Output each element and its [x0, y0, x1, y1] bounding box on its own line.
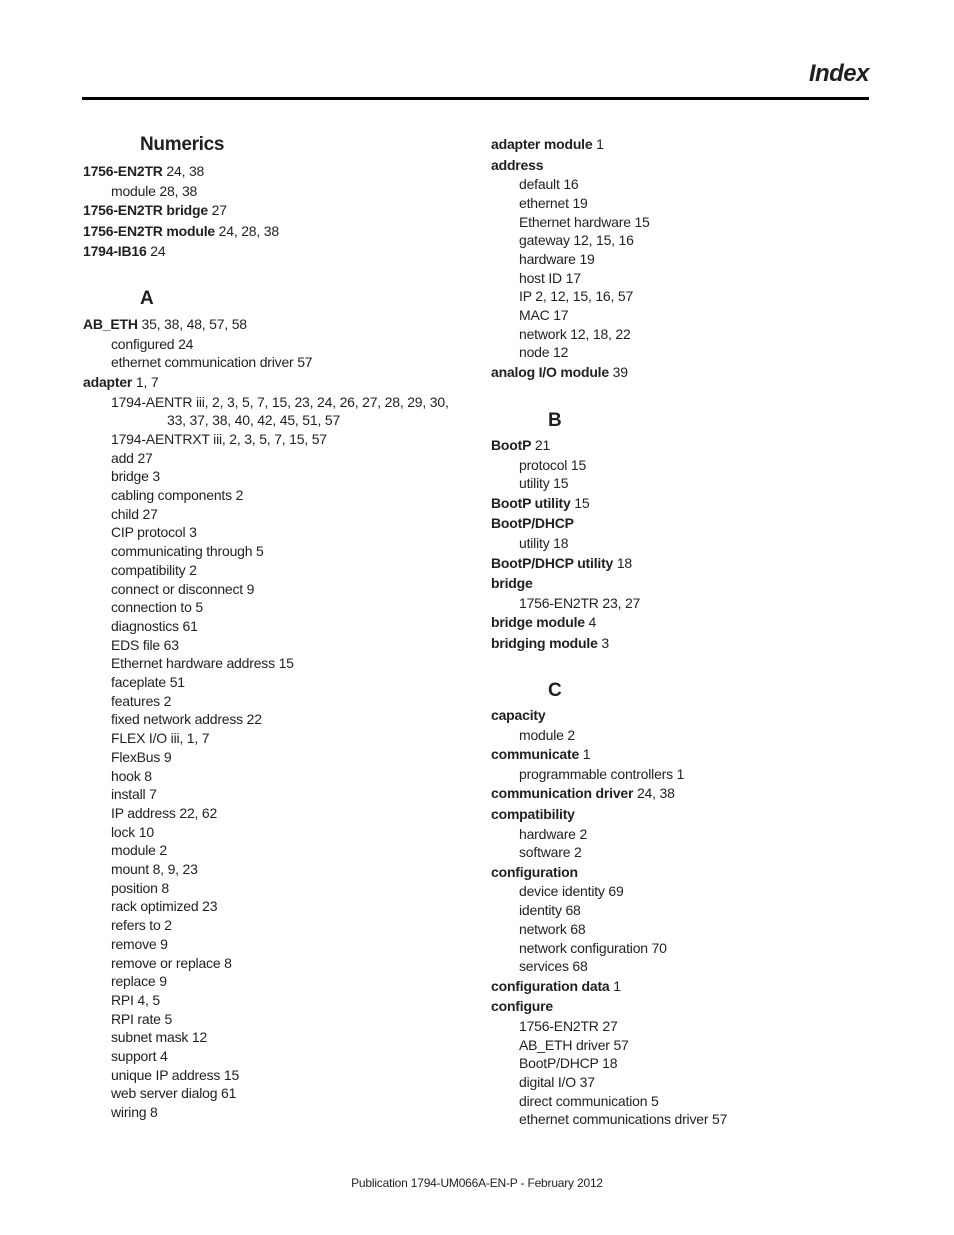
index-subentry: ethernet 19	[519, 194, 588, 211]
index-subentry: software 2	[519, 844, 582, 861]
index-pages: 35, 38, 48, 57, 58	[137, 316, 247, 332]
index-term: bridge	[491, 575, 533, 592]
index-subentry: subnet mask 12	[111, 1029, 208, 1046]
index-subentry-continuation: 33, 37, 38, 40, 42, 45, 51, 57	[167, 412, 341, 429]
index-term: communication driver	[491, 785, 634, 802]
index-term: bridge module	[491, 614, 585, 631]
index-subentry: FlexBus 9	[111, 748, 172, 765]
index-term: BootP	[491, 437, 532, 453]
index-subentry: FLEX I/O iii, 1, 7	[111, 730, 210, 747]
index-entry	[83, 315, 247, 333]
index-entry	[491, 706, 545, 724]
index-subentry: position 8	[111, 879, 169, 896]
index-subentry: Ethernet hardware address 15	[111, 655, 294, 672]
index-term: adapter module	[491, 136, 593, 152]
index-pages: 24	[146, 243, 166, 260]
index-subentry: CIP protocol 3	[111, 524, 197, 541]
index-subentry: lock 10	[111, 823, 154, 840]
index-term: configuration data	[491, 977, 610, 994]
index-entry	[491, 574, 533, 592]
section-heading-a: A	[140, 288, 154, 309]
section-heading-b: B	[548, 410, 562, 431]
index-entry	[83, 162, 204, 180]
index-term: BootP/DHCP	[491, 515, 574, 532]
index-term: AB_ETH	[83, 316, 138, 332]
index-subentry: services 68	[519, 958, 588, 975]
index-entry	[491, 135, 604, 153]
index-subentry: wiring 8	[111, 1104, 158, 1121]
index-subentry: rack optimized 23	[111, 898, 218, 915]
index-term: 1756-EN2TR module	[83, 222, 215, 239]
index-subentry: protocol 15	[519, 456, 587, 473]
index-subentry: AB_ETH driver 57	[519, 1036, 629, 1053]
index-entry	[491, 745, 590, 763]
index-pages: 27	[207, 202, 227, 219]
index-subentry: connection to 5	[111, 599, 203, 616]
index-entry	[491, 997, 553, 1015]
index-subentry: 1756-EN2TR 23, 27	[519, 594, 641, 611]
page-title: Index	[808, 60, 869, 87]
index-term: configuration	[491, 863, 578, 880]
index-entry	[491, 784, 675, 802]
index-entry	[491, 156, 543, 174]
index-subentry: BootP/DHCP 18	[519, 1055, 618, 1072]
index-pages: 39	[608, 364, 628, 380]
index-term: 1794-IB16	[83, 243, 147, 260]
index-pages: 1, 7	[132, 373, 159, 390]
index-pages: 1	[592, 136, 604, 152]
index-subentry: refers to 2	[111, 917, 172, 934]
index-subentry: direct communication 5	[519, 1092, 659, 1109]
index-term: adapter	[83, 373, 133, 390]
index-subentry: features 2	[111, 692, 172, 709]
index-subentry: fixed network address 22	[111, 711, 262, 728]
index-term: BootP/DHCP utility	[491, 554, 614, 571]
index-subentry: diagnostics 61	[111, 617, 198, 634]
index-subentry: support 4	[111, 1048, 168, 1064]
index-subentry: module 2	[111, 842, 167, 859]
index-subentry: module 2	[519, 726, 575, 743]
index-subentry: web server dialog 61	[111, 1085, 237, 1102]
index-entry	[491, 863, 578, 881]
index-entry	[83, 373, 158, 391]
index-subentry: ethernet communications driver 57	[519, 1111, 728, 1128]
index-subentry: device identity 69	[519, 883, 624, 900]
section-heading-c: C	[548, 680, 562, 701]
index-entry	[491, 977, 621, 995]
index-pages: 24, 38	[162, 163, 205, 179]
index-pages: 21	[531, 437, 551, 453]
index-entry	[83, 201, 227, 219]
index-subentry: communicating through 5	[111, 543, 264, 560]
index-term: communicate	[491, 746, 580, 763]
index-entry	[491, 514, 574, 532]
index-subentry: utility 18	[519, 535, 569, 551]
index-entry	[491, 613, 596, 631]
index-term: configure	[491, 998, 553, 1015]
index-entry	[491, 494, 589, 512]
index-subentry: 1794-AENTR iii, 2, 3, 5, 7, 15, 23, 24, 26, 27, 28, 29, 30,	[111, 393, 449, 410]
index-subentry: bridge 3	[111, 468, 160, 485]
index-subentry: IP 2, 12, 15, 16, 57	[519, 288, 634, 305]
index-entry	[491, 634, 609, 652]
index-subentry: default 16	[519, 176, 579, 193]
index-subentry: configured 24	[111, 335, 194, 352]
index-entry	[83, 222, 279, 240]
index-subentry: ethernet communication driver 57	[111, 354, 313, 371]
index-subentry: digital I/O 37	[519, 1074, 595, 1090]
index-subentry: 1756-EN2TR 27	[519, 1017, 618, 1034]
index-subentry: EDS file 63	[111, 636, 179, 653]
title-rule	[82, 97, 869, 100]
index-subentry: remove 9	[111, 935, 168, 952]
index-entry	[491, 554, 632, 572]
index-entry	[83, 242, 165, 260]
index-subentry: hardware 2	[519, 825, 588, 842]
index-pages: 1	[579, 746, 591, 763]
index-subentry: IP address 22, 62	[111, 804, 218, 821]
index-subentry: faceplate 51	[111, 674, 185, 690]
index-subentry: 1794-AENTRXT iii, 2, 3, 5, 7, 15, 57	[111, 430, 327, 447]
index-subentry: install 7	[111, 786, 157, 803]
index-term: capacity	[491, 707, 546, 723]
index-subentry: cabling components 2	[111, 487, 244, 503]
index-subentry: mount 8, 9, 23	[111, 861, 198, 877]
index-subentry: Ethernet hardware 15	[519, 213, 650, 230]
index-subentry: node 12	[519, 344, 569, 361]
index-pages: 24, 38	[633, 785, 675, 802]
index-term: 1756-EN2TR	[83, 163, 163, 179]
index-subentry: remove or replace 8	[111, 954, 232, 971]
index-pages: 3	[597, 634, 609, 651]
index-term: bridging module	[491, 634, 598, 651]
section-heading-numerics: Numerics	[140, 134, 225, 155]
index-subentry: network 68	[519, 920, 586, 937]
index-pages: 1	[609, 977, 621, 994]
index-subentry: add 27	[111, 449, 153, 466]
index-subentry: connect or disconnect 9	[111, 580, 255, 597]
index-subentry: identity 68	[519, 902, 581, 919]
index-pages: 18	[613, 554, 633, 571]
index-term: address	[491, 156, 544, 173]
index-subentry: hardware 19	[519, 250, 595, 267]
index-term: analog I/O module	[491, 364, 609, 380]
index-entry	[491, 805, 575, 823]
index-subentry: RPI rate 5	[111, 1010, 173, 1027]
index-subentry: child 27	[111, 505, 158, 522]
index-subentry: unique IP address 15	[111, 1066, 240, 1083]
index-subentry: replace 9	[111, 973, 167, 990]
index-subentry: hook 8	[111, 767, 152, 784]
index-subentry: module 28, 38	[111, 182, 198, 199]
index-term: compatibility	[491, 805, 575, 822]
index-entry	[491, 436, 550, 454]
index-pages: 15	[570, 494, 590, 511]
index-subentry: RPI 4, 5	[111, 991, 160, 1008]
index-subentry: MAC 17	[519, 307, 569, 323]
index-subentry: utility 15	[519, 475, 569, 492]
index-subentry: gateway 12, 15, 16	[519, 232, 634, 249]
index-subentry: compatibility 2	[111, 561, 197, 578]
index-term: BootP utility	[491, 494, 571, 511]
index-pages: 24, 28, 38	[214, 222, 279, 239]
index-entry	[491, 363, 628, 381]
index-subentry: host ID 17	[519, 269, 581, 286]
index-pages: 4	[584, 614, 597, 631]
index-subentry: network 12, 18, 22	[519, 325, 631, 342]
index-subentry: programmable controllers 1	[519, 765, 685, 782]
footer-publication: Publication 1794-UM066A-EN-P - February 2012	[351, 1176, 603, 1190]
index-subentry: network configuration 70	[519, 939, 667, 956]
index-term: 1756-EN2TR bridge	[83, 202, 208, 219]
